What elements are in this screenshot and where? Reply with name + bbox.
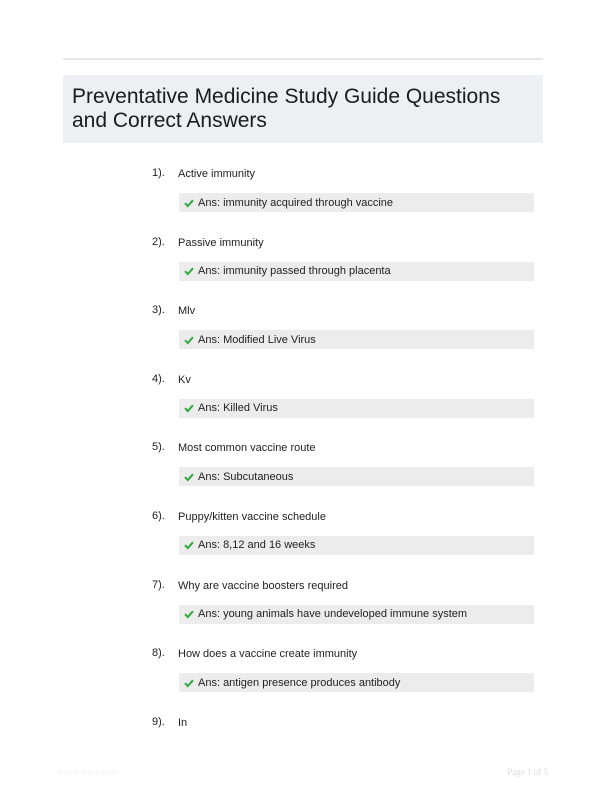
question-text: Mlv <box>178 305 196 318</box>
question-number: 8). <box>152 647 165 660</box>
qa-item-4 <box>152 371 534 440</box>
answer-box <box>179 536 534 555</box>
answer-box <box>179 330 534 349</box>
question-text: Kv <box>178 373 191 386</box>
question-text: In <box>178 716 188 729</box>
qa-item-8 <box>152 645 534 714</box>
answer-text: Ans: 8,12 and 16 weeks <box>198 539 316 552</box>
question-text: Passive immunity <box>178 236 264 249</box>
answer-text: Ans: Modified Live Virus <box>198 333 316 346</box>
question-number: 6). <box>152 509 165 522</box>
check-icon <box>184 472 194 482</box>
question-text: Puppy/kitten vaccine schedule <box>178 510 326 523</box>
answer-box <box>179 467 534 486</box>
answer-box <box>179 193 534 212</box>
check-icon <box>184 198 194 208</box>
answer-text: Ans: Killed Virus <box>198 402 278 415</box>
question-number: 9). <box>152 715 165 728</box>
check-icon <box>184 266 194 276</box>
question-text: Most common vaccine route <box>178 442 316 455</box>
answer-box <box>179 399 534 418</box>
answer-text: Ans: Subcutaneous <box>198 470 294 483</box>
qa-item-6 <box>152 508 534 577</box>
question-number: 1). <box>152 167 165 179</box>
top-divider <box>63 58 543 60</box>
qa-list <box>152 165 534 782</box>
answer-box <box>179 673 534 692</box>
qa-item-5 <box>152 439 534 508</box>
question-number: 2). <box>152 235 165 248</box>
question-number: 5). <box>152 441 165 454</box>
check-icon <box>184 540 194 550</box>
question-text: How does a vaccine create immunity <box>178 648 358 661</box>
qa-item-2 <box>152 234 534 303</box>
question-number: 4). <box>152 372 165 385</box>
title-banner <box>63 75 543 143</box>
check-icon <box>184 403 194 413</box>
qa-item-7 <box>152 577 534 646</box>
question-number: 7). <box>152 578 165 591</box>
answer-box <box>179 262 534 281</box>
answer-box <box>179 605 534 624</box>
answer-text: Ans: immunity acquired through vaccine <box>198 196 394 209</box>
check-icon <box>184 609 194 619</box>
answer-text: Ans: immunity passed through placenta <box>198 265 391 278</box>
question-text: Active immunity <box>178 168 256 180</box>
qa-item-1 <box>152 165 534 234</box>
qa-item-9 <box>152 714 534 783</box>
check-icon <box>184 678 194 688</box>
answer-text: Ans: antigen presence produces antibody <box>198 676 401 689</box>
answer-text: Ans: young animals have undeveloped immune system <box>198 608 468 621</box>
qa-item-3 <box>152 302 534 371</box>
question-number: 3). <box>152 304 165 317</box>
footer-watermark: Paper Ninja.com <box>58 768 118 777</box>
question-text: Why are vaccine boosters required <box>178 579 348 592</box>
check-icon <box>184 335 194 345</box>
page-number: Page 1 of 5 <box>507 767 548 777</box>
page-title: Preventative Medicine Study Guide Questions and Correct Answers <box>72 85 501 132</box>
